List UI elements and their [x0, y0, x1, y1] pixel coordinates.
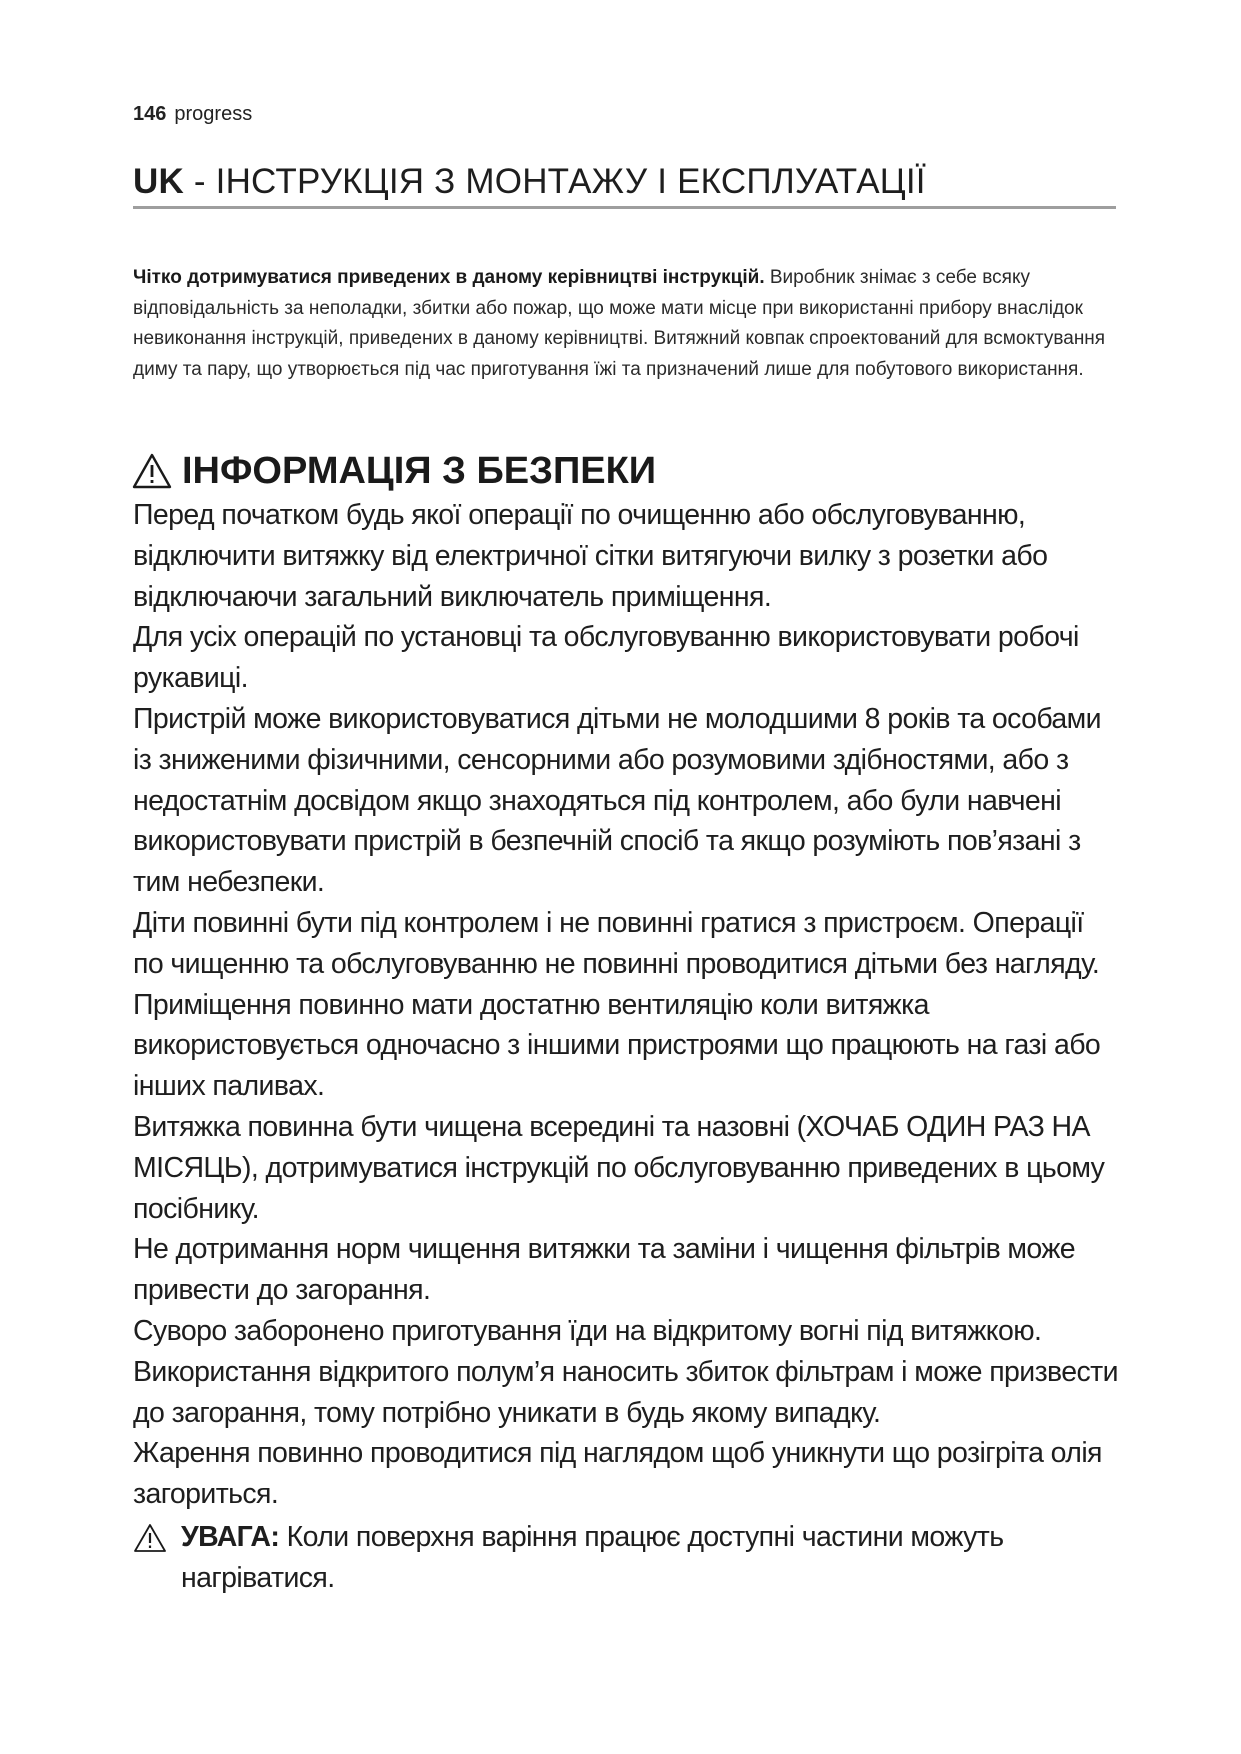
safety-paragraph: Жарення повинно проводитися під наглядом щоб уникнути що розігріта олія загориться.	[133, 1437, 1102, 1511]
warning-label: УВАГА:	[181, 1521, 280, 1553]
language-code: UK	[133, 162, 184, 201]
warning-note	[133, 1517, 1118, 1599]
document-title	[133, 160, 1113, 204]
safety-heading-text: ІНФОРМАЦІЯ З БЕЗПЕКИ	[182, 450, 657, 492]
warning-text-block	[181, 1517, 1118, 1599]
safety-paragraph: Для усіх операцій по установці та обслуговуванню використовувати робочі рукавиці.	[133, 621, 1079, 695]
page-header	[133, 102, 252, 126]
intro-text: Виробник знімає з себе всяку відповідальність за неполадки, збитки або пожар, що може мати місце при використанні прибору внаслідок невиконання інструкцій, приведених в даному керівництві. Витяжний ковпак спроектований для всмоктування диму та пару, що утворюється під час приготування їжі та призначений лише для побутового використання.	[133, 267, 1106, 380]
brand-name: progress	[174, 103, 253, 125]
safety-heading	[132, 446, 656, 496]
safety-paragraph: Використання відкритого полум’я наносить збиток фільтрам і може призвести до загорання, тому потрібно уникати в будь якому випадку.	[133, 1355, 1118, 1429]
warning-triangle-icon	[132, 453, 172, 489]
warning-triangle-icon	[133, 1523, 167, 1553]
safety-paragraph: Не дотримання норм чищення витяжки та заміни і чищення фільтрів може привести до загорання.	[133, 1233, 1076, 1307]
safety-paragraph: Перед початком будь якої операції по очищенню або обслуговуванню, відключити витяжку від електричної сітки витягуючи вилку з розетки або відключаючи загальний виключатель приміщення.	[133, 499, 1048, 613]
title-divider	[133, 206, 1116, 209]
safety-paragraph: Діти повинні бути під контролем і не повинні гратися з пристроєм. Операції по чищенню та обслуговуванню не повинні проводитися дітьми без нагляду.	[133, 906, 1100, 980]
safety-paragraph: Пристрій може використовуватися дітьми не молодшими 8 років та особами із зниженими фізичними, сенсорними або розумовими здібностями, або з недостатнім досвідом якщо знаходяться під контролем, або були навчені використовувати пристрій в безпечній спосіб та якщо розуміють пов’язані з тим небезпеки.	[133, 702, 1101, 899]
safety-paragraph: Приміщення повинно мати достатню вентиляцію коли витяжка використовується одночасно з іншими пристроями що працюють на газі або інших паливах.	[133, 988, 1101, 1103]
safety-paragraph: Витяжка повинна бути чищена всередині та назовні (ХОЧАБ ОДИН РАЗ НА МІСЯЦЬ), дотримуватися інструкцій по обслуговуванню приведених в цьому посібнику.	[133, 1110, 1105, 1225]
safety-paragraph: Суворо заборонено приготування їди на відкритому вогні під витяжкою.	[133, 1314, 1042, 1347]
page-number: 146	[133, 103, 167, 125]
document-title-text: - ІНСТРУКЦІЯ З МОНТАЖУ І ЕКСПЛУАТАЦІЇ	[183, 162, 926, 201]
warning-text: Коли поверхня варіння працює доступні частини можуть нагріватися.	[181, 1521, 1004, 1594]
intro-lead: Чітко дотримуватися приведених в даному керівництві інструкцій.	[133, 267, 765, 288]
safety-body	[133, 495, 1118, 1515]
intro-paragraph	[133, 263, 1113, 385]
